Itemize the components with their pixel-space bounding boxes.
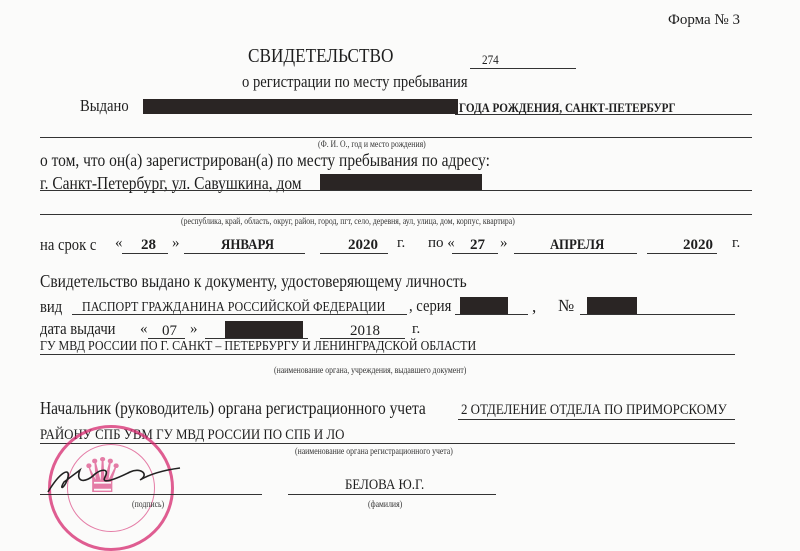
authority-line-1: [458, 419, 735, 420]
term-label: на срок с: [40, 235, 97, 254]
doc-type-line: [72, 314, 407, 315]
authority-label: Начальник (руководитель) органа регистрационного учета: [40, 398, 426, 418]
redacted-series: [460, 297, 508, 314]
signature-line: [40, 494, 262, 495]
from-month: ЯНВАРЯ: [221, 237, 275, 253]
page-title: СВИДЕТЕЛЬСТВО: [248, 45, 394, 67]
to-month: АПРЕЛЯ: [550, 237, 605, 253]
from-year: 2020: [348, 237, 378, 253]
to-day: 27: [470, 237, 485, 253]
to-day-line: [452, 253, 498, 254]
issue-close-quote: »: [190, 321, 198, 337]
address-intro: о том, что он(а) зарегистрирован(а) по месту пребывания по адресу:: [40, 150, 490, 170]
series-line: [455, 314, 528, 315]
signature-icon: [40, 462, 190, 497]
doc-type-value: ПАСПОРТ ГРАЖДАНИНА РОССИЙСКОЙ ФЕДЕРАЦИИ: [82, 300, 386, 315]
address-line: [40, 190, 752, 191]
to-year-suffix: г.: [732, 235, 741, 251]
subtitle: о регистрации по месту пребывания: [242, 72, 468, 91]
to-month-line: [514, 253, 637, 254]
surname-caption: (фамилия): [368, 499, 403, 509]
address-caption: (республика, край, область, округ, район, город, пгт, село, деревня, аул, улица, дом, корпус, квартира): [181, 216, 515, 226]
from-month-line: [184, 253, 305, 254]
issuer: ГУ МВД РОССИИ ПО Г. САНКТ – ПЕТЕРБУРГУ И ЛЕНИНГРАДСКОЙ ОБЛАСТИ: [40, 339, 477, 354]
issue-year-suffix: г.: [412, 321, 421, 337]
redacted-name: [143, 99, 458, 114]
issue-day: 07: [162, 323, 177, 339]
issued-to-label: Выдано: [80, 96, 129, 115]
double-headed-eagle-icon: ♛: [81, 450, 125, 503]
authority-line2: РАЙОНУ СПБ УВМ ГУ МВД РОССИИ ПО СПБ И ЛО: [40, 427, 345, 443]
address-value: г. Санкт-Петербург, ул. Савушкина, дом: [40, 173, 302, 193]
issue-date-label: дата выдачи: [40, 319, 116, 338]
from-year-line: [320, 253, 388, 254]
authority-caption: (наименование органа регистрационного учета): [295, 446, 453, 456]
form-number: Форма № 3: [668, 12, 740, 28]
certificate-number: 274: [482, 52, 499, 67]
series-comma: ,: [532, 297, 537, 316]
number-label: №: [558, 296, 575, 315]
from-day: 28: [141, 237, 156, 253]
redacted-issue-month: [225, 321, 303, 338]
to-year-line: [647, 253, 717, 254]
signature-caption: (подпись): [132, 499, 165, 509]
open-quote: «: [115, 235, 123, 251]
doc-type-label: вид: [40, 297, 63, 316]
redacted-address: [320, 174, 482, 190]
issued-line: [455, 114, 752, 115]
document-intro: Свидетельство выдано к документу, удостоверяющему личность: [40, 271, 467, 291]
series-label: , серия: [409, 296, 452, 315]
to-year: 2020: [683, 237, 713, 253]
issued-to-value: ГОДА РОЖДЕНИЯ, САНКТ-ПЕТЕРБУРГ: [459, 100, 676, 115]
from-day-line: [122, 253, 168, 254]
signer-surname: БЕЛОВА Ю.Г.: [345, 477, 425, 493]
from-year-suffix: г.: [397, 235, 406, 251]
redacted-number: [587, 297, 637, 314]
issue-open-quote: «: [140, 321, 148, 337]
issued-caption: (Ф. И. О., год и место рождения): [318, 139, 426, 149]
issuer-caption: (наименование органа, учреждения, выдавшего документ): [274, 365, 467, 375]
to-label: по «: [428, 235, 455, 251]
address-line-2: [40, 214, 752, 215]
to-close-quote: »: [500, 235, 508, 251]
issued-line-2: [40, 137, 752, 138]
surname-line: [288, 494, 496, 495]
number-line: [470, 68, 576, 69]
doc-number-line: [580, 314, 735, 315]
close-quote: »: [172, 235, 180, 251]
issuer-line: [40, 354, 735, 355]
issue-year: 2018: [350, 323, 380, 339]
authority-line1: 2 ОТДЕЛЕНИЕ ОТДЕЛА ПО ПРИМОРСКОМУ: [461, 402, 727, 418]
